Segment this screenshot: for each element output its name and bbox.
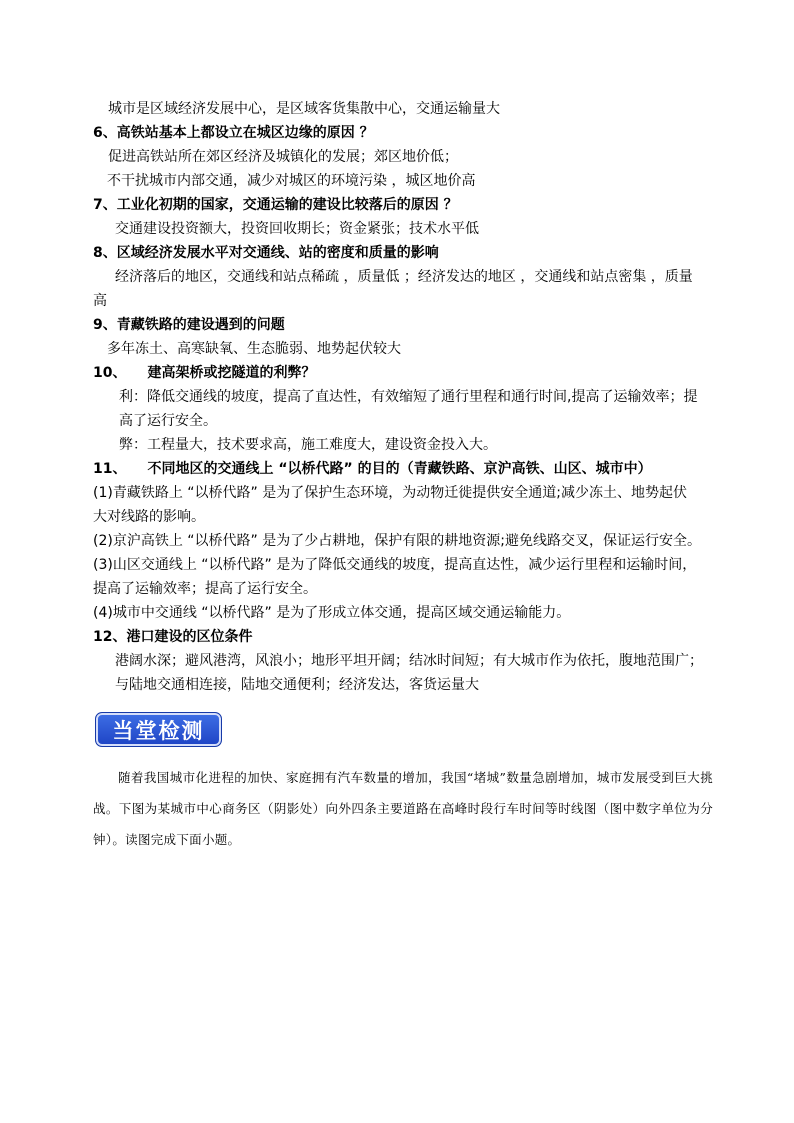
question-heading: 9、青藏铁路的建设遇到的问题 <box>93 317 285 333</box>
text-line: 城市是区域经济发展中心，是区域客货集散中心，交通运输量大 <box>108 101 500 117</box>
question-heading: 11、 不同地区的交通线上 “以桥代路” 的目的（青藏铁路、京沪高铁、山区、城市中） <box>93 461 652 477</box>
text-line: 高 <box>93 293 107 309</box>
question-heading: 6、高铁站基本上都设立在城区边缘的原因 ？ <box>93 125 374 141</box>
question-heading: 7、工业化初期的国家，交通运输的建设比较落后的原因 ？ <box>93 197 458 213</box>
text-line: 弊：工程量大，技术要求高，施工难度大，建设资金投入大。 <box>119 437 497 453</box>
text-line: 利：降低交通线的坡度，提高了直达性，有效缩短了通行里程和通行时间,提高了运输效率；提 <box>119 389 698 405</box>
text-line: 高了运行安全。 <box>119 413 217 429</box>
text-line: 交通建设投资额大，投资回收期长；资金紧张；技术水平低 <box>115 221 479 237</box>
text-line: 经济落后的地区，交通线和站点稀疏 ，质量低 ；经济发达的地区 ，交通线和站点密集 ，质量 <box>115 269 693 285</box>
text-line: 多年冻土、高寒缺氧、生态脆弱、地势起伏较大 <box>107 341 401 357</box>
text-line: 促进高铁站所在郊区经济及城镇化的发展；郊区地价低； <box>108 149 458 165</box>
text-line: 大对线路的影响。 <box>93 509 205 525</box>
text-line: 港阔水深；避风港湾，风浪小；地形平坦开阔；结冰时间短；有大城市作为依托，腹地范围广； <box>115 653 703 669</box>
question-heading: 12、港口建设的区位条件 <box>93 629 253 645</box>
question-heading: 8、区域经济发展水平对交通线、站的密度和质量的影响 <box>93 245 439 261</box>
text-line: (4)城市中交通线 “以桥代路” 是为了形成立体交通，提高区域交通运输能力。 <box>93 605 571 621</box>
section-badge: 当堂检测 <box>95 712 222 747</box>
text-line: 不干扰城市内部交通，减少对城区的环境污染 ，城区地价高 <box>107 173 476 189</box>
text-line: (2)京沪高铁上 “以桥代路” 是为了少占耕地，保护有限的耕地资源;避免线路交叉，保证运行安全。 <box>93 533 701 549</box>
text-line: 与陆地交通相连接，陆地交通便利；经济发达，客货运量大 <box>115 677 479 693</box>
text-line: (3)山区交通线上 “以桥代路” 是为了降低交通线的坡度，提高直达性，减少运行里程和运输时间， <box>93 557 697 573</box>
text-line: (1)青藏铁路上 “以桥代路” 是为了保护生态环境，为动物迁徙提供安全通道;减少冻土、地势起伏 <box>93 485 687 501</box>
question-heading: 10、 建高架桥或挖隧道的利弊？ <box>93 365 316 381</box>
text-line: 提高了运输效率；提高了运行安全。 <box>93 581 317 597</box>
intro-paragraph: 随着我国城市化进程的加快、家庭拥有汽车数量的增加，我国“堵城”数量急剧增加，城市发展受到巨大挑战。下图为某城市中心商务区（阴影处）向外四条主要道路在高峰时段行车时间等时线图（图中数字单位为分钟）。读图完成下面小题。 <box>93 770 713 847</box>
